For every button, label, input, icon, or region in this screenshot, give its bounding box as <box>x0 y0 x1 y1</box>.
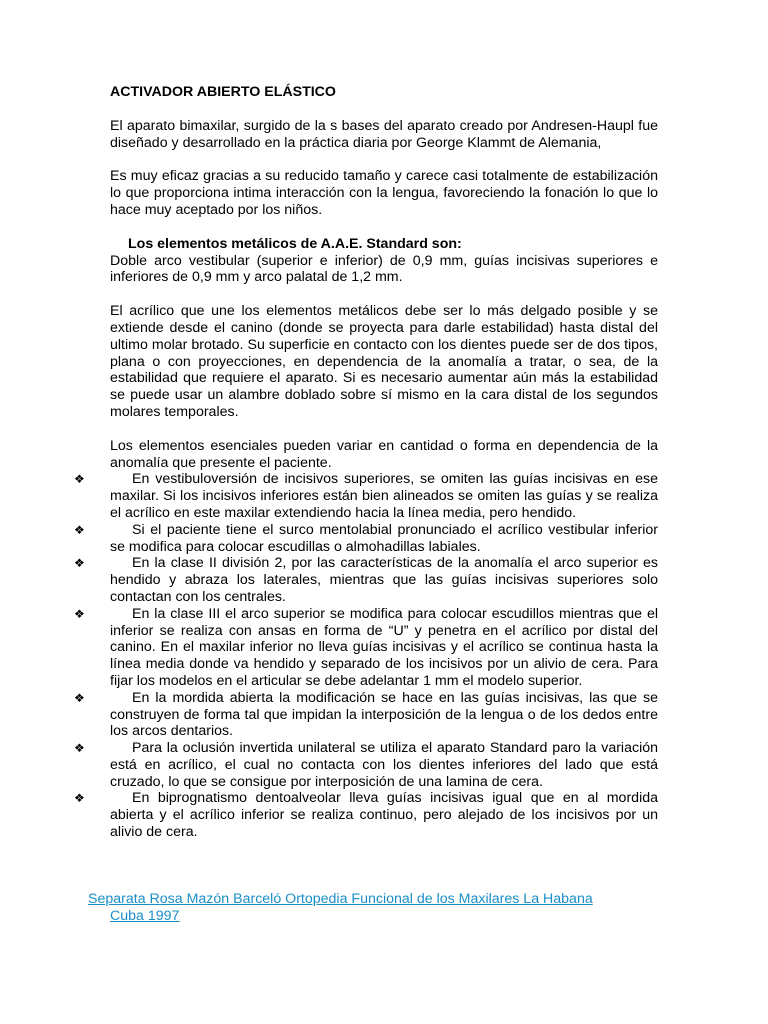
metal-elements-paragraph: Doble arco vestibular (superior e inferior) de 0,9 mm, guías incisivas superiores e inferiores de 0,9 mm y arco palatal de 1,2 mm. <box>110 252 658 286</box>
list-item-text: En vestibuloversión de incisivos superiores, se omiten las guías incisivas en ese maxilar. Si los incisivos inferiores están bien alineados se omiten las guías y se realiza el acrílico en este maxilar extendiendo hacia la línea media, pero hendido. <box>110 471 658 521</box>
document-body <box>74 84 658 841</box>
diamond-ornament-icon: ❖ <box>74 606 85 621</box>
list-item-text: Si el paciente tiene el surco mentolabial pronunciado el acrílico vestibular inferior se modifica para colocar escudillas o almohadillas labiales. <box>110 521 658 555</box>
document-title: ACTIVADOR ABIERTO ELÁSTICO <box>110 84 336 100</box>
variation-list <box>74 471 658 841</box>
diamond-ornament-icon: ❖ <box>74 690 85 705</box>
metal-elements-heading: Los elementos metálicos de A.A.E. Standard son: <box>128 235 462 252</box>
diamond-ornament-icon: ❖ <box>74 791 85 806</box>
intro-paragraph: El aparato bimaxilar, surgido de la s bases del aparato creado por Andresen-Haupl fue diseñado y desarrollado en la práctica diaria por George Klammt de Alemania, <box>110 117 658 151</box>
source-link[interactable] <box>88 891 593 924</box>
variation-intro-paragraph: Los elementos esenciales pueden variar en cantidad o forma en dependencia de la anomalía que presente el paciente. <box>110 437 658 471</box>
list-item <box>74 740 658 790</box>
diamond-ornament-icon: ❖ <box>74 472 85 487</box>
list-item <box>74 471 658 521</box>
diamond-ornament-icon: ❖ <box>74 522 85 537</box>
acrylic-paragraph: El acrílico que une los elementos metálicos debe ser lo más delgado posible y se extiende desde el canino (donde se proyecta para darle estabilidad) hasta distal del ultimo molar brotado. Su superficie en contacto con los dientes puede ser de dos tipos, plana o con proyecciones, en dependencia de la anomalía a tratar, o sea, de la estabilidad que requiere el aparato. Si es necesario aumentar aún más la estabilidad se puede usar un alambre doblado sobre sí mismo en la cara distal de los segundos molares temporales. <box>110 303 658 420</box>
list-item-text: En la clase II división 2, por las características de la anomalía el arco superior es hendido y abraza los laterales, mientras que las guías incisivas superiores solo contactan con los centrales. <box>110 555 658 605</box>
list-item <box>74 555 658 605</box>
list-item <box>74 790 658 841</box>
list-item-text: En la clase III el arco superior se modifica para colocar escudillos mientras que el inferior se realiza con ansas en forma de “U” y penetra en el acrílico por distal del canino. En el maxilar inferior no lleva guías incisivas y el acrílico se continua hasta la línea media donde va hendido y separado de los incisivos por un alivio de cera. Para fijar los modelos en el articular se debe adelantar 1 mm el modelo superior. <box>110 605 658 689</box>
source-link-line2: Cuba 1997 <box>110 907 180 924</box>
source-link-line1: Separata Rosa Mazón Barceló Ortopedia Funcional de los Maxilares La Habana <box>88 891 593 907</box>
source-citation <box>88 891 658 925</box>
diamond-ornament-icon: ❖ <box>74 556 85 571</box>
list-item-text: En la mordida abierta la modificación se hace en las guías incisivas, las que se construyen de forma tal que impidan la interposición de la lengua o de los dedos entre los arcos dentarios. <box>110 689 658 740</box>
diamond-ornament-icon: ❖ <box>74 741 85 756</box>
list-item <box>74 605 658 690</box>
efficacy-paragraph: Es muy eficaz gracias a su reducido tamaño y carece casi totalmente de estabilización lo que proporciona intima interacción con la lengua, favoreciendo la fonación lo que lo hace muy aceptado por los niños. <box>110 168 658 218</box>
list-item-text: En biprognatismo dentoalveolar lleva guías incisivas igual que en al mordida abierta y el acrílico inferior se realiza continuo, pero alejado de los incisivos por un alivio de cera. <box>110 790 658 841</box>
list-item <box>74 689 658 740</box>
list-item-text: Para la oclusión invertida unilateral se utiliza el aparato Standard paro la variación está en acrílico, el cual no contacta con los dientes inferiores del lado que está cruzado, lo que se consigue por interposición de una lamina de cera. <box>110 740 658 790</box>
list-item <box>74 521 658 556</box>
